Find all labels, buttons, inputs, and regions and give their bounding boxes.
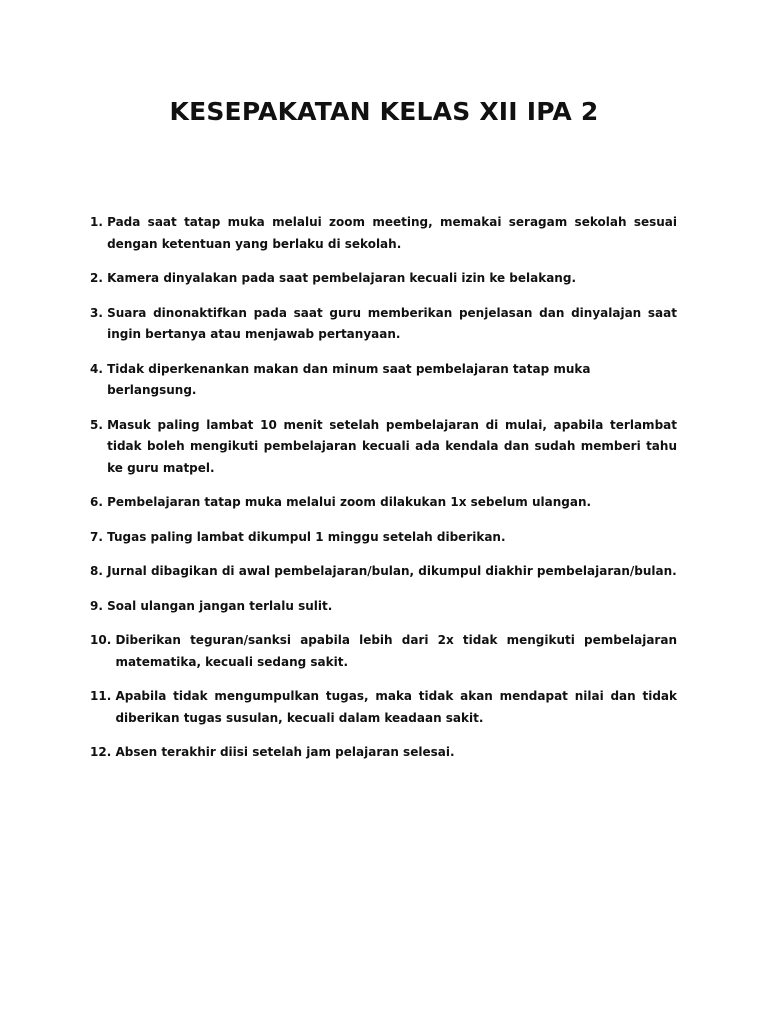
item-text: Apabila tidak mengumpulkan tugas, maka tidak akan mendapat nilai dan tidak diberikan tugas susulan, kecuali dalam keadaan sakit.	[115, 689, 677, 725]
item-text: Masuk paling lambat 10 menit setelah pembelajaran di mulai, apabila terlambat tidak boleh mengikuti pembelajaran kecuali ada kendala dan sudah memberi tahu ke guru matpel.	[107, 417, 677, 475]
list-item	[90, 742, 677, 764]
list-item	[90, 303, 677, 346]
page-title: KESEPAKATAN KELAS XII IPA 2	[169, 97, 599, 126]
item-text: Suara dinonaktifkan pada saat guru memberikan penjelasan dan dinyalajan saat ingin bertanya atau menjawab pertanyaan.	[107, 305, 677, 341]
item-number: 10.	[90, 633, 116, 647]
item-number: 7.	[90, 529, 108, 544]
list-item	[90, 359, 677, 402]
item-number: 6.	[90, 495, 108, 509]
list-item	[90, 415, 677, 480]
item-number: 3.	[90, 305, 108, 320]
item-text: Jurnal dibagikan di awal pembelajaran/bulan, dikumpul diakhir pembelajaran/bulan.	[107, 564, 677, 578]
list-item	[90, 492, 677, 514]
item-number: 11.	[90, 689, 116, 703]
item-number: 9.	[90, 598, 108, 613]
list-item	[90, 686, 677, 729]
item-number: 8.	[90, 564, 108, 578]
list-item	[90, 212, 677, 255]
list-item	[90, 630, 677, 673]
item-text: Tugas paling lambat dikumpul 1 minggu setelah diberikan.	[107, 529, 506, 544]
item-number: 1.	[90, 215, 108, 229]
item-text: Kamera dinyalakan pada saat pembelajaran kecuali izin ke belakang.	[107, 271, 576, 285]
item-text: Absen terakhir diisi setelah jam pelajaran selesai.	[115, 745, 455, 759]
item-text: Soal ulangan jangan terlalu sulit.	[107, 598, 333, 613]
agreement-list	[90, 212, 677, 777]
list-item	[90, 527, 677, 549]
item-text: Pembelajaran tatap muka melalui zoom dilakukan 1x sebelum ulangan.	[107, 495, 592, 509]
item-number: 4.	[90, 361, 108, 376]
item-number: 12.	[90, 745, 116, 759]
item-number: 5.	[90, 417, 108, 432]
list-item	[90, 561, 677, 583]
item-text: Pada saat tatap muka melalui zoom meeting, memakai seragam sekolah sesuai dengan ketentuan yang berlaku di sekolah.	[107, 215, 677, 251]
list-item	[90, 268, 677, 290]
item-text: Tidak diperkenankan makan dan minum saat pembelajaran tatap muka berlangsung.	[107, 361, 591, 397]
list-item	[90, 596, 677, 618]
item-text: Diberikan teguran/sanksi apabila lebih dari 2x tidak mengikuti pembelajaran matematika, kecuali sedang sakit.	[115, 633, 677, 669]
item-number: 2.	[90, 271, 108, 285]
